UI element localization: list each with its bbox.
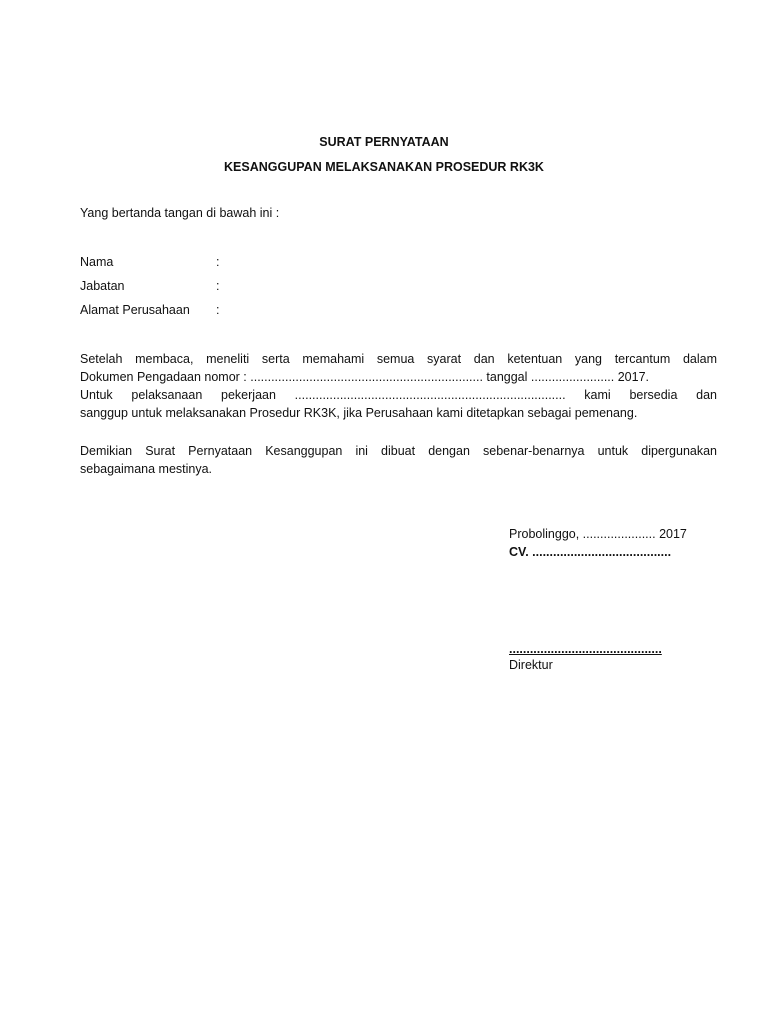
field-colon: : [216, 303, 220, 317]
intro-text: Yang bertanda tangan di bawah ini : [80, 206, 280, 220]
field-label: Alamat Perusahaan [80, 303, 190, 317]
field-label: Nama [80, 255, 114, 269]
signature-place-date: Probolinggo, ..................... 2017 [509, 527, 687, 541]
signature-company: CV. ........................................ [509, 545, 672, 559]
signature-name-line: ............................................ [509, 642, 662, 656]
field-jabatan [80, 279, 380, 297]
closing-paragraph [80, 442, 717, 478]
paragraph-line: Setelah membaca, meneliti serta memahami semua syarat dan ketentuan yang tercantum dalam [80, 352, 717, 366]
field-colon: : [216, 255, 220, 269]
paragraph-line: Untuk pelaksanaan pekerjaan .............................................................................. kami bersedia dan [80, 388, 717, 402]
statement-paragraph [80, 350, 717, 422]
field-nama [80, 255, 380, 273]
paragraph-line: sebagaimana mestinya. [80, 462, 213, 476]
paragraph-line: sanggup untuk melaksanakan Prosedur RK3K, jika Perusahaan kami ditetapkan sebagai pemenang. [80, 406, 638, 420]
document-title: SURAT PERNYATAAN [319, 135, 449, 149]
field-colon: : [216, 279, 220, 293]
paragraph-line: Dokumen Pengadaan nomor : ................................................................... tanggal ........................ 2017. [80, 370, 649, 384]
signature-role: Direktur [509, 658, 553, 672]
paragraph-line: Demikian Surat Pernyataan Kesanggupan ini dibuat dengan sebenar-benarnya untuk dipergunakan [80, 444, 717, 458]
field-alamat-perusahaan [80, 303, 380, 321]
document-subtitle: KESANGGUPAN MELAKSANAKAN PROSEDUR RK3K [224, 160, 544, 174]
field-label: Jabatan [80, 279, 125, 293]
